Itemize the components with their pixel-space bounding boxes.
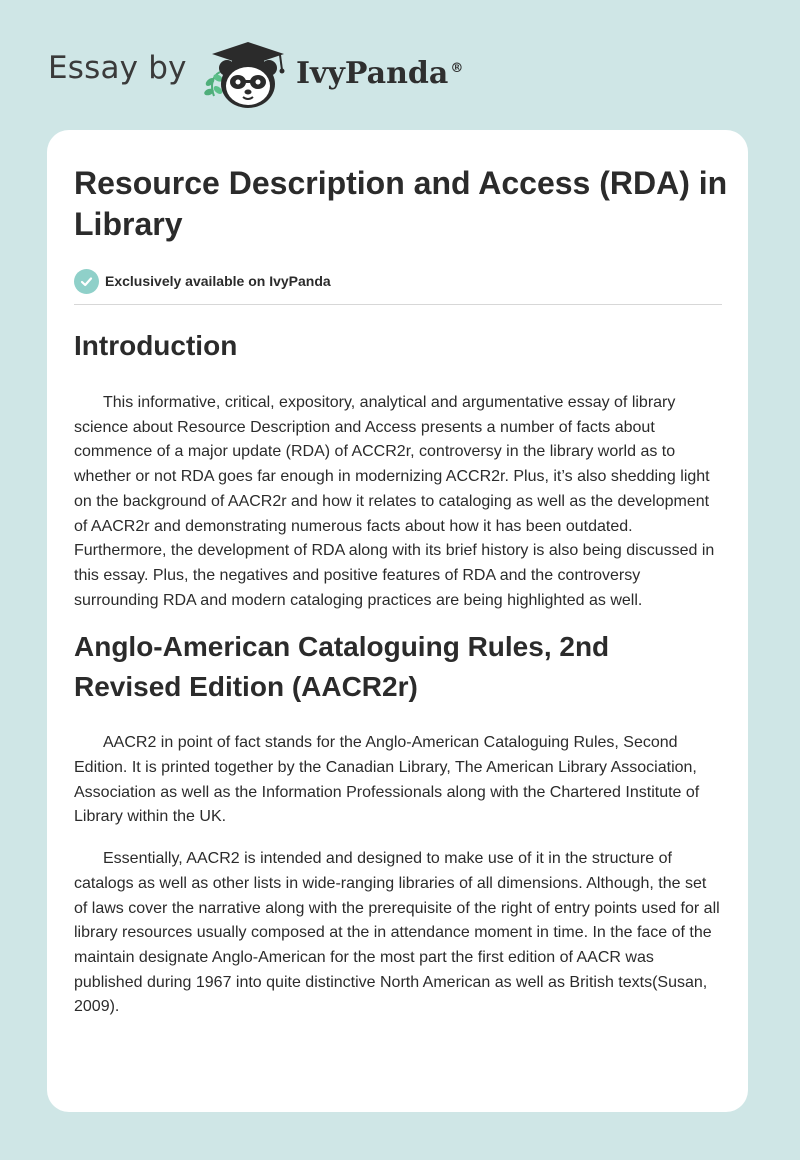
essay-card [47,130,748,1112]
registered-mark: ® [450,61,464,76]
brand-name-text: IvyPanda [296,56,449,91]
aacr2r-paragraph-2: Essentially, AACR2 is intended and designed to make use of it in the structure of catalogs as well as other lists in wide-ranging libraries of all dimensions. Although, the set of laws cover the narrative along with the prerequisite of the right of entry points used for all library resources usually composed at the in attendance moment in time. In the face of the maintain designate Anglo-American for the most part the first edition of AACR was published during 1967 into quite distinctive North American as well as British texts(Susan, 2009). [74,850,720,1016]
exclusive-availability [74,268,721,294]
section-heading-aacr2r: Anglo-American Cataloguing Rules, 2nd Revised Edition (AACR2r) [74,631,610,703]
check-icon [74,269,99,294]
introduction-paragraph: This informative, critical, expository, analytical and argumentative essay of library science about Resource Description and Access presents a number of facts about commence of a major update (RDA) of ACCR2r, controversy in the library world as to whether or not RDA goes far enough in modernizing ACCR2r. Plus, it’s also shedding light on the background of AACR2r and how it relates to cataloging as well as the development of AACR2r and demonstrating numerous facts about how it has been outdated. Furthermore, the development of RDA along with its brief history is also being discussed in this essay. Plus, the negatives and positive features of RDA and the controversy surrounding RDA and modern cataloging practices are being highlighted as well. [74,394,715,609]
title-divider [74,304,722,305]
aacr2r-paragraph-1: AACR2 in point of fact stands for the Anglo-American Cataloguing Rules, Second Edition. It is printed together by the Canadian Library, The American Library Association, Association as well as the Information Professionals along with the Chartered Institute of Library within the UK. [74,734,700,826]
exclusive-label: Exclusively available on IvyPanda [105,273,331,289]
brand-name[interactable] [296,56,463,91]
essay-title: Resource Description and Access (RDA) in Library [74,165,728,242]
brand-prefix: Essay by [48,50,187,86]
panda-graduate-logo-icon [200,36,296,110]
site-header [0,0,800,130]
section-heading-introduction: Introduction [74,330,238,361]
